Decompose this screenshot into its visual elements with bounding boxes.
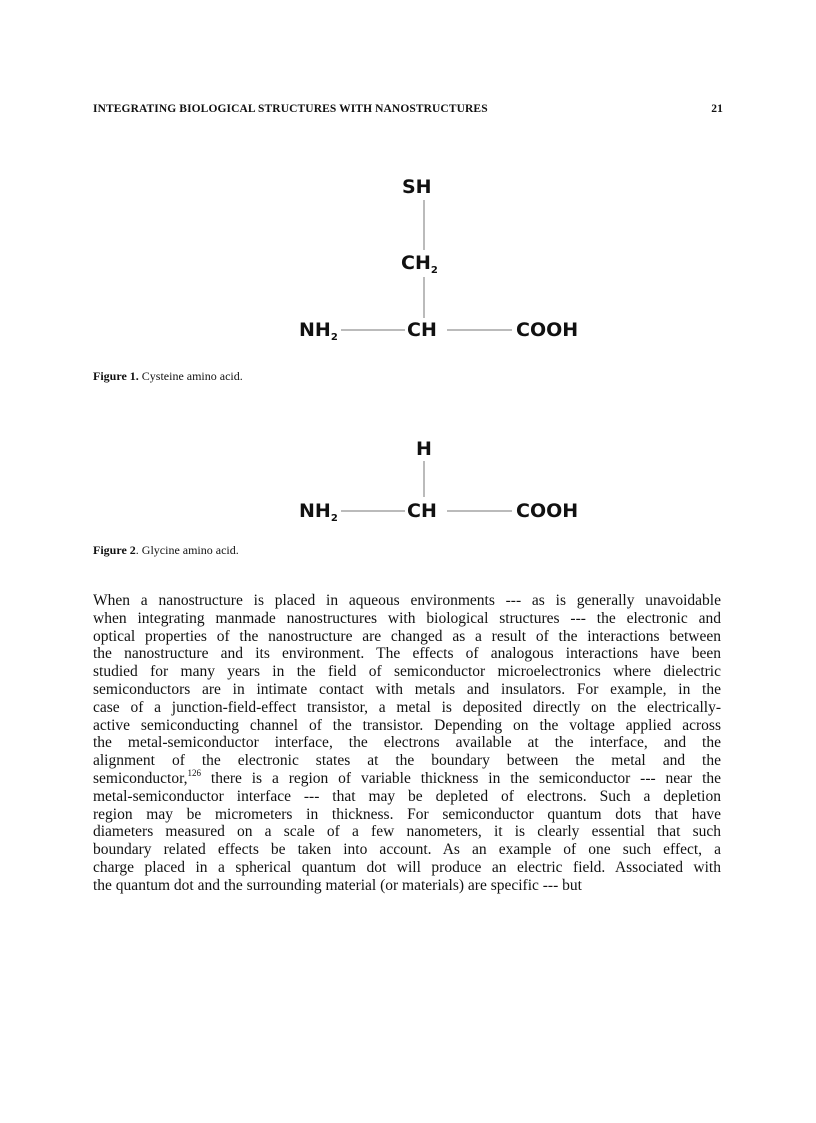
figure-1-caption-text: Cysteine amino acid.	[141, 369, 243, 383]
body-line: semiconductors are in intimate contact with metals and insulators. For example, in the	[93, 680, 721, 698]
body-line: studied for many years in the field of semiconductor microelectronics where dielectric	[93, 663, 721, 681]
fig1-nh2-text: NH	[299, 319, 331, 341]
body-paragraph	[93, 592, 721, 895]
fig1-cooh-group: COOH	[516, 319, 579, 341]
fig1-sh-group: SH	[402, 176, 432, 198]
body-line: region may be micrometers in thickness. For semiconductor quantum dots that have	[93, 805, 721, 823]
fig2-cooh-group: COOH	[516, 500, 579, 522]
fig1-nh2-subscript: 2	[330, 332, 338, 343]
body-line-with-citation	[93, 767, 721, 788]
running-title: INTEGRATING BIOLOGICAL STRUCTURES WITH NANOSTRUCTURES	[93, 103, 488, 115]
body-line: the quantum dot and the surrounding material (or materials) are specific --- but	[93, 876, 582, 894]
figure-1-caption	[93, 369, 243, 384]
body-line: charge placed in a spherical quantum dot will produce an electric field. Associated with	[93, 858, 721, 876]
figure-1-label: Figure 1.	[93, 369, 139, 383]
citation-reference[interactable]: 126	[187, 767, 202, 778]
fig1-ch2-group	[401, 252, 438, 276]
figure-2-caption-text: . Glycine amino acid.	[135, 543, 239, 557]
fig1-ch2-text: CH	[401, 252, 431, 274]
body-text-fragment: there is a region of variable thickness in the semiconductor --- near the	[201, 769, 721, 787]
fig2-nh2-text: NH	[299, 500, 331, 522]
fig2-ch-center: CH	[407, 500, 437, 522]
body-line: metal-semiconductor interface --- that may be depleted of electrons. Such a depletion	[93, 787, 721, 805]
body-line: diameters measured on a scale of a few nanometers, it is clearly essential that such	[93, 823, 721, 841]
body-line: the metal-semiconductor interface, the electrons available at the interface, and the	[93, 734, 721, 752]
body-text-fragment: semiconductor,	[93, 769, 188, 787]
fig1-nh2-group	[299, 319, 338, 343]
page-number: 21	[711, 103, 723, 115]
fig1-ch-center: CH	[407, 319, 437, 341]
body-line: boundary related effects be taken into account. As an example of one such effect, a	[93, 841, 721, 859]
body-line: alignment of the electronic states at the boundary between the metal and the	[93, 752, 721, 770]
fig1-ch2-subscript: 2	[430, 265, 438, 276]
body-line: the nanostructure and its environment. The effects of analogous interactions have been	[93, 645, 721, 663]
fig2-nh2-subscript: 2	[330, 513, 338, 524]
body-line: active semiconducting channel of the transistor. Depending on the voltage applied across	[93, 716, 721, 734]
fig2-nh2-group	[299, 500, 338, 524]
body-line: When a nanostructure is placed in aqueous environments --- as is generally unavoidable	[93, 592, 721, 609]
fig2-h-group: H	[416, 438, 432, 460]
body-line: optical properties of the nanostructure are changed as a result of the interactions between	[93, 627, 721, 645]
body-line: when integrating manmade nanostructures with biological structures --- the electronic and	[93, 609, 721, 627]
figure-2-caption	[93, 543, 239, 558]
figure-2-label: Figure 2	[93, 543, 136, 557]
body-line: case of a junction-field-effect transistor, a metal is deposited directly on the electrically-	[93, 698, 721, 716]
